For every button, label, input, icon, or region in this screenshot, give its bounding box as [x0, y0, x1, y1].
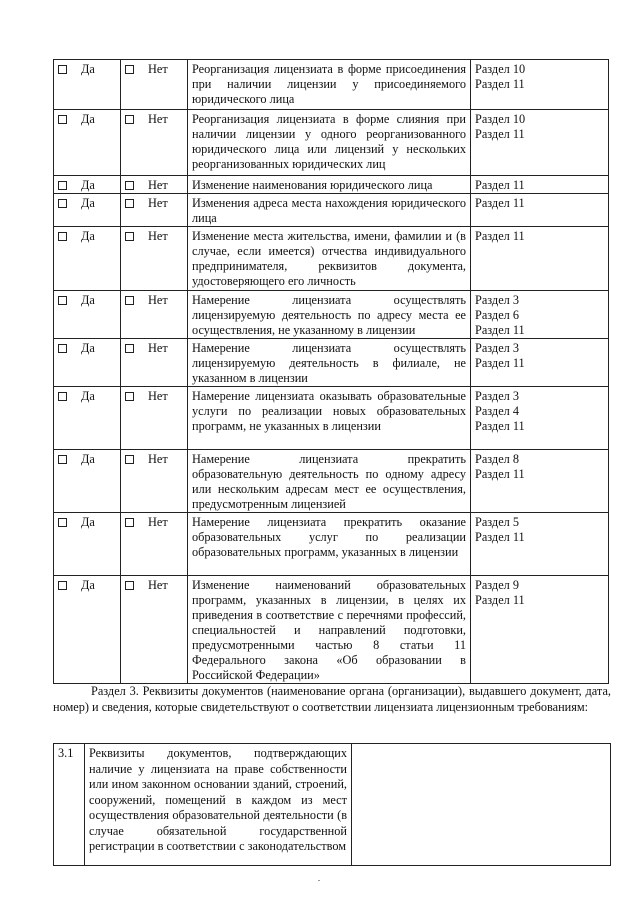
change-description: Реорганизация лицензиата в форме слияния при наличии лицензии у одного реорганизованного юридического лица или лицензий у нескольких реорганизованных юридических лиц — [188, 110, 471, 176]
no-option[interactable] — [121, 339, 188, 387]
section-references — [471, 227, 609, 291]
yes-label: Да — [81, 452, 95, 466]
no-option[interactable] — [121, 110, 188, 176]
section-reference: Раздел 11 — [475, 178, 525, 192]
checkbox-icon[interactable] — [58, 181, 67, 190]
section-reference: Раздел 11 — [475, 530, 525, 544]
section-references — [471, 576, 609, 684]
change-description: Реорганизация лицензиата в форме присоединения при наличии лицензии у присоединяемого юридического лица — [188, 60, 471, 110]
checkbox-icon[interactable] — [58, 518, 67, 527]
table-row — [54, 339, 609, 387]
section-references — [471, 60, 609, 110]
section-references — [471, 194, 609, 227]
no-label: Нет — [148, 62, 168, 76]
checkbox-icon[interactable] — [125, 115, 134, 124]
table-row — [54, 194, 609, 227]
section-reference: Раздел 3 — [475, 389, 520, 403]
section-references — [471, 339, 609, 387]
change-description: Изменение наименований образовательных программ, указанных в лицензии, в целях их приведения в соответствие с перечнями профессий, специальностей и направлений подготовки, предусмотренными частью 8 статьи 11 Федерального закона «Об образовании в Российской Федерации» — [188, 576, 471, 684]
yes-option[interactable] — [54, 227, 121, 291]
no-label: Нет — [148, 229, 168, 243]
notification-type-table — [53, 59, 609, 684]
checkbox-icon[interactable] — [125, 392, 134, 401]
checkbox-icon[interactable] — [58, 344, 67, 353]
yes-label: Да — [81, 578, 95, 592]
section-reference: Раздел 5 — [475, 515, 520, 529]
checkbox-icon[interactable] — [58, 65, 67, 74]
item-description: Реквизиты документов, подтверждающих наличие у лицензиата на праве собственности или ином законном основании зданий, строений, сооружений, помещений в каждом из мест осуществления образовательной деятельности (в случае обязательной государственной регистрации в соответствии с законодательством — [85, 744, 352, 866]
yes-option[interactable] — [54, 513, 121, 576]
no-label: Нет — [148, 389, 168, 403]
no-option[interactable] — [121, 450, 188, 513]
requisites-row — [54, 744, 611, 866]
no-option[interactable] — [121, 60, 188, 110]
yes-label: Да — [81, 293, 95, 307]
yes-label: Да — [81, 229, 95, 243]
checkbox-icon[interactable] — [125, 181, 134, 190]
no-label: Нет — [148, 341, 168, 355]
table-row — [54, 291, 609, 339]
yes-label: Да — [81, 62, 95, 76]
checkbox-icon[interactable] — [125, 199, 134, 208]
yes-option[interactable] — [54, 450, 121, 513]
yes-option[interactable] — [54, 291, 121, 339]
no-label: Нет — [148, 178, 168, 192]
yes-option[interactable] — [54, 176, 121, 194]
no-option[interactable] — [121, 513, 188, 576]
checkbox-icon[interactable] — [125, 344, 134, 353]
checkbox-icon[interactable] — [58, 115, 67, 124]
no-label: Нет — [148, 112, 168, 126]
yes-label: Да — [81, 515, 95, 529]
section-3-heading: Раздел 3. Реквизиты документов (наименование органа (организации), выдавшего документ, дата, номер) и сведения, которые свидетельствуют о соответствии лицензиата лицензионным требованиям: — [53, 684, 611, 714]
section-reference: Раздел 11 — [475, 77, 525, 91]
section-reference: Раздел 9 — [475, 578, 520, 592]
section-reference: Раздел 4 — [475, 404, 520, 418]
yes-option[interactable] — [54, 110, 121, 176]
requisites-table — [53, 743, 611, 866]
checkbox-icon[interactable] — [58, 455, 67, 464]
checkbox-icon[interactable] — [58, 199, 67, 208]
no-label: Нет — [148, 578, 168, 592]
section-references — [471, 513, 609, 576]
yes-label: Да — [81, 389, 95, 403]
no-option[interactable] — [121, 227, 188, 291]
section-references — [471, 291, 609, 339]
section-references — [471, 387, 609, 450]
table-row — [54, 60, 609, 110]
section-references — [471, 450, 609, 513]
section-reference: Раздел 3 — [475, 341, 520, 355]
item-number: 3.1 — [54, 744, 85, 866]
checkbox-icon[interactable] — [58, 392, 67, 401]
no-option[interactable] — [121, 291, 188, 339]
change-description: Намерение лицензиата оказывать образовательные услуги по реализации новых образовательных программ, не указанных в лицензии — [188, 387, 471, 450]
section-reference: Раздел 10 — [475, 62, 526, 76]
change-description: Намерение лицензиата осуществлять лицензируемую деятельность по адресу места ее осуществления, не указанному в лицензии — [188, 291, 471, 339]
checkbox-icon[interactable] — [125, 581, 134, 590]
yes-label: Да — [81, 178, 95, 192]
section-reference: Раздел 11 — [475, 419, 525, 433]
change-description: Изменение наименования юридического лица — [188, 176, 471, 194]
section-reference: Раздел 11 — [475, 127, 525, 141]
checkbox-icon[interactable] — [125, 232, 134, 241]
section-reference: Раздел 11 — [475, 196, 525, 210]
table-row — [54, 176, 609, 194]
no-label: Нет — [148, 196, 168, 210]
checkbox-icon[interactable] — [58, 296, 67, 305]
scan-speck — [318, 880, 320, 881]
yes-label: Да — [81, 196, 95, 210]
checkbox-icon[interactable] — [125, 455, 134, 464]
item-value-field[interactable] — [352, 744, 611, 866]
table-row — [54, 450, 609, 513]
change-description: Изменения адреса места нахождения юридического лица — [188, 194, 471, 227]
change-description: Намерение лицензиата осуществлять лицензируемую деятельность в филиале, не указанном в лицензии — [188, 339, 471, 387]
checkbox-icon[interactable] — [125, 65, 134, 74]
notification-type-rows — [54, 60, 609, 684]
no-label: Нет — [148, 452, 168, 466]
checkbox-icon[interactable] — [58, 581, 67, 590]
yes-option[interactable] — [54, 339, 121, 387]
yes-label: Да — [81, 112, 95, 126]
no-option[interactable] — [121, 176, 188, 194]
no-option[interactable] — [121, 387, 188, 450]
checkbox-icon[interactable] — [58, 232, 67, 241]
table-row — [54, 387, 609, 450]
section-reference: Раздел 11 — [475, 467, 525, 481]
yes-option[interactable] — [54, 576, 121, 684]
no-label: Нет — [148, 293, 168, 307]
table-row — [54, 110, 609, 176]
section-reference: Раздел 11 — [475, 323, 525, 337]
table-row — [54, 576, 609, 684]
no-label: Нет — [148, 515, 168, 529]
no-option[interactable] — [121, 576, 188, 684]
section-references — [471, 110, 609, 176]
yes-option[interactable] — [54, 194, 121, 227]
yes-option[interactable] — [54, 387, 121, 450]
section-reference: Раздел 8 — [475, 452, 520, 466]
change-description: Намерение лицензиата прекратить оказание образовательных услуг по реализации образовательных программ, указанных в лицензии — [188, 513, 471, 576]
checkbox-icon[interactable] — [125, 296, 134, 305]
yes-option[interactable] — [54, 60, 121, 110]
table-row — [54, 227, 609, 291]
change-description: Изменение места жительства, имени, фамилии и (в случае, если имеется) отчества индивидуального предпринимателя, реквизитов документа, удостоверяющего его личность — [188, 227, 471, 291]
section-reference: Раздел 6 — [475, 308, 520, 322]
section-reference: Раздел 11 — [475, 593, 525, 607]
section-references — [471, 176, 609, 194]
section-reference: Раздел 11 — [475, 229, 525, 243]
table-row — [54, 513, 609, 576]
yes-label: Да — [81, 341, 95, 355]
checkbox-icon[interactable] — [125, 518, 134, 527]
section-reference: Раздел 11 — [475, 356, 525, 370]
change-description: Намерение лицензиата прекратить образовательную деятельность по одному адресу или нескольким адресам мест ее осуществления, предусмотренным лицензией — [188, 450, 471, 513]
section-reference: Раздел 3 — [475, 293, 520, 307]
no-option[interactable] — [121, 194, 188, 227]
section-reference: Раздел 10 — [475, 112, 526, 126]
